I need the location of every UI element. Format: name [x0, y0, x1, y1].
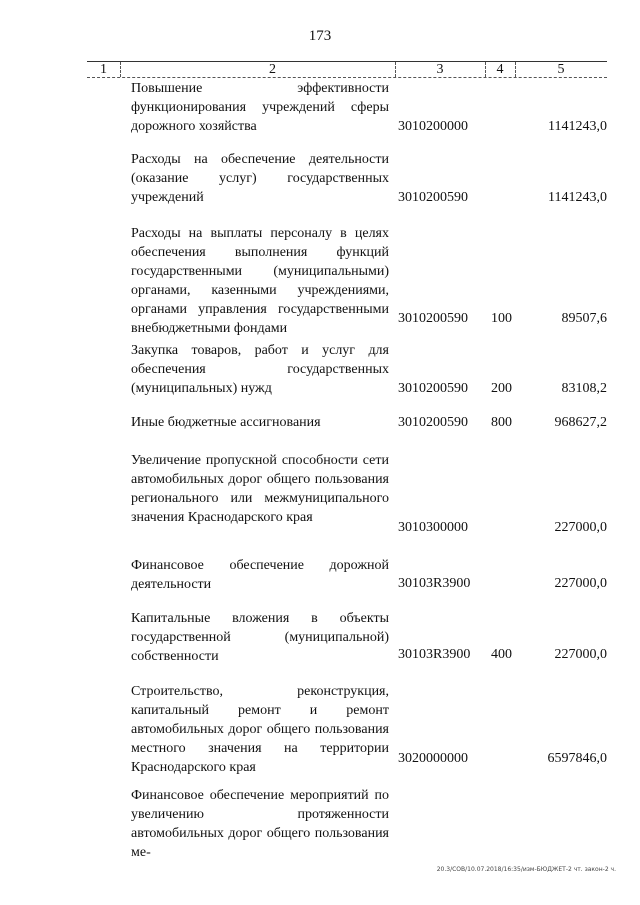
row-name: Увеличение пропускной способности сети автомобильных дорог общего пользования регионального или межмуниципального значения Краснодарского края	[131, 453, 389, 525]
row-amount: 1141243,0	[548, 190, 607, 205]
row-code: 3020000000	[398, 751, 468, 766]
row-name: Финансовое обеспечение мероприятий по увеличению протяженности автомобильных дорог общего пользования ме-	[131, 788, 389, 860]
row-code: 30103R3900	[398, 576, 471, 591]
row-amount: 227000,0	[554, 576, 607, 591]
row-name: Капитальные вложения в объекты государственной (муниципальной) собственности	[131, 611, 389, 664]
header-col-1: 1	[100, 62, 107, 77]
row-vr: 800	[491, 415, 512, 430]
footer-stamp: 20.3/COB/10.07.2018/16:35/изм-БЮДЖЕТ-2 чт. закон-2 ч.	[436, 866, 616, 873]
page-number: 173	[308, 28, 332, 44]
row-amount: 227000,0	[554, 647, 607, 662]
row-vr: 400	[491, 647, 512, 662]
row-code: 3010200590	[398, 311, 468, 326]
row-amount: 1141243,0	[548, 119, 607, 134]
row-vr: 100	[491, 311, 512, 326]
row-amount: 968627,2	[554, 415, 607, 430]
row-vr: 200	[491, 381, 512, 396]
row-name: Закупка товаров, работ и услуг для обеспечения государственных (муниципальных) нужд	[131, 343, 389, 396]
row-name: Расходы на обеспечение деятельности (оказание услуг) государственных учреждений	[131, 152, 389, 205]
row-amount: 227000,0	[554, 520, 607, 535]
header-col-2: 2	[269, 62, 276, 77]
row-name: Повышение эффективности функционирования учреждений сферы дорожного хозяйства	[131, 81, 389, 134]
row-name: Финансовое обеспечение дорожной деятельности	[131, 558, 389, 592]
row-amount: 6597846,0	[547, 751, 607, 766]
row-code: 3010200590	[398, 190, 468, 205]
header-col-3: 3	[436, 62, 444, 77]
header-col-4: 4	[496, 62, 504, 77]
row-code: 3010200590	[398, 415, 468, 430]
row-name: Строительство, реконструкция, капитальный ремонт и ремонт автомобильных дорог общего пользования местного значения на территории Краснодарского края	[131, 684, 389, 775]
row-code: 3010200000	[398, 119, 468, 134]
header-col-5: 5	[557, 62, 565, 77]
row-name: Расходы на выплаты персоналу в целях обеспечения выполнения функций государственными (муниципальными) органами, казенными учреждениями, органами управления государственными внебюджетными фондами	[131, 226, 389, 336]
row-code: 3010200590	[398, 381, 468, 396]
row-code: 30103R3900	[398, 647, 471, 662]
table-header	[87, 61, 607, 78]
row-name: Иные бюджетные ассигнования	[131, 415, 321, 430]
row-amount: 83108,2	[561, 381, 607, 396]
row-amount: 89507,6	[561, 311, 607, 326]
row-code: 3010300000	[398, 520, 468, 535]
